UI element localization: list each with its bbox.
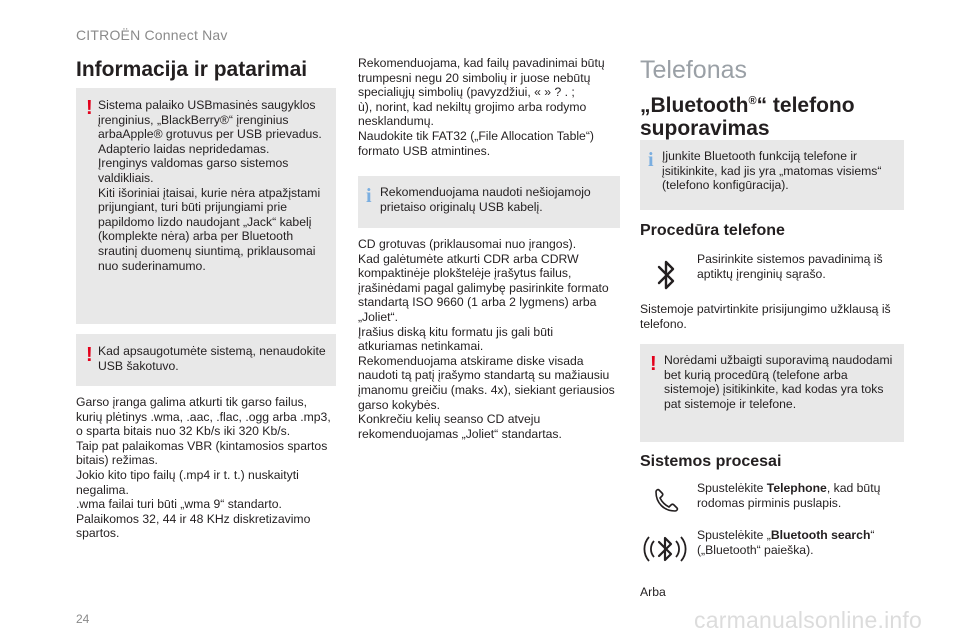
warning-text: Norėdami užbaigti suporavimą naudodami bet kurią procedūrą (telefone arba sistemoje) įsitikinkite, kad kodas yra toks pat sistemoje ir telefone. <box>664 353 893 411</box>
warning-text: Kad apsaugotumėte sistemą, nenaudokite USB šakotuvo. <box>98 344 326 373</box>
watermark: carmanualsonline.info <box>694 607 922 633</box>
phone-handset-icon <box>648 482 684 518</box>
info-box <box>640 140 904 210</box>
info-text: Rekomenduojama naudoti nešiojamojo prietaiso originalų USB kabelį. <box>380 185 591 214</box>
warning-text: Sistema palaiko USBmasinės saugyklos įrenginius, „BlackBerry®“ įrenginius arbaApple® grotuvus per USB prievadus. Adapterio laidas nepridedamas. Įrenginys valdomas garso sistemos valdikliais. Kiti išoriniai įtaisai, kurie nėra atpažįstami prijungiant, turi būti prijungiami prie papildomo lizdo naudojant „Jack“ kabelį (komplekte nėra) arba per Bluetooth srautinį duomenų siuntimą, priklausomai nuo suderinamumo. <box>98 98 322 273</box>
or-text: Arba <box>640 585 666 599</box>
sub-heading: Procedūra telefone <box>640 222 785 239</box>
bluetooth-pairing-heading: „Bluetooth®“ telefono suporavimas <box>640 94 855 140</box>
bluetooth-search-label: Bluetooth search <box>770 528 871 542</box>
info-text: Įjunkite Bluetooth funkciją telefone ir įsitikinkite, kad jis yra „matomas visiems“ (telefono konfigūracija). <box>662 149 882 193</box>
warning-box <box>76 334 336 386</box>
info-mark-icon: i <box>648 149 654 171</box>
step-text: Spustelėkite Telephone, kad būtų rodomas pirminis puslapis. <box>697 481 881 510</box>
body-text: Sistemoje patvirtinkite prisijungimo užklausą iš telefono. <box>640 302 891 331</box>
bluetooth-search-icon <box>640 525 690 575</box>
step-text: Pasirinkite sistemos pavadinimą iš aptiktų įrenginių sąrašo. <box>697 252 883 281</box>
page-number: 24 <box>76 612 90 626</box>
warning-mark-icon: ! <box>650 353 657 375</box>
warning-mark-icon: ! <box>86 344 93 366</box>
body-text: Rekomenduojama, kad failų pavadinimai būtų trumpesni negu 20 simbolių ir juose nebūtų specialiųjų simbolių (pavyzdžiui, « » ? . ; ù), norint, kad nekiltų grojimo arba rodymo nesklandumų. Naudokite tik FAT32 („File Allocation Table“) formato USB atmintines. <box>358 56 605 158</box>
bluetooth-icon <box>650 255 684 295</box>
step-text: Spustelėkite „Bluetooth search“ („Bluetooth“ paieška). <box>697 528 875 557</box>
section-heading: Informacija ir patarimai <box>76 58 308 81</box>
body-text: CD grotuvas (priklausomai nuo įrangos). Kad galėtumėte atkurti CDR arba CDRW kompaktinėje plokštelėje įrašytus failus, įrašinėdami pagal galimybę pasirinkite formato standartą ISO 9660 (1 arba 2 lygmens) arba „Joliet“. Įrašius diską kitu formatu jis gali būti atkuriamas netinkamai. Rekomenduojama atskirame diske visada naudoti tą patį įrašymo standartą su mažiausiu įmanomu greičiu (maks. 4x), siekiant geriausios garso kokybės. Konkrečiu kelių seanso CD atveju rekomenduojamas „Joliet“ standartas. <box>358 237 615 441</box>
telephone-label: Telephone <box>766 481 827 495</box>
brand-heading: Telefonas <box>640 56 748 84</box>
warning-box <box>640 344 904 442</box>
info-mark-icon: i <box>366 185 372 207</box>
header-title: CITROËN Connect Nav <box>76 27 228 43</box>
body-text: Garso įranga galima atkurti tik garso failus, kurių plėtinys .wma, .aac, .flac, .ogg arba .mp3, o sparta bitais nuo 32 Kb/s iki 320 Kb/s. Taip pat palaikomas VBR (kintamosios spartos bitais) režimas. Jokio kito tipo failų (.mp4 ir t. t.) nuskaityti negalima. .wma failai turi būti „wma 9“ standarto. Palaikomos 32, 44 ir 48 KHz diskretizavimo spartos. <box>76 395 331 541</box>
warning-mark-icon: ! <box>86 97 93 119</box>
sub-heading: Sistemos procesai <box>640 453 782 470</box>
info-box <box>358 176 620 228</box>
warning-box <box>76 88 336 324</box>
